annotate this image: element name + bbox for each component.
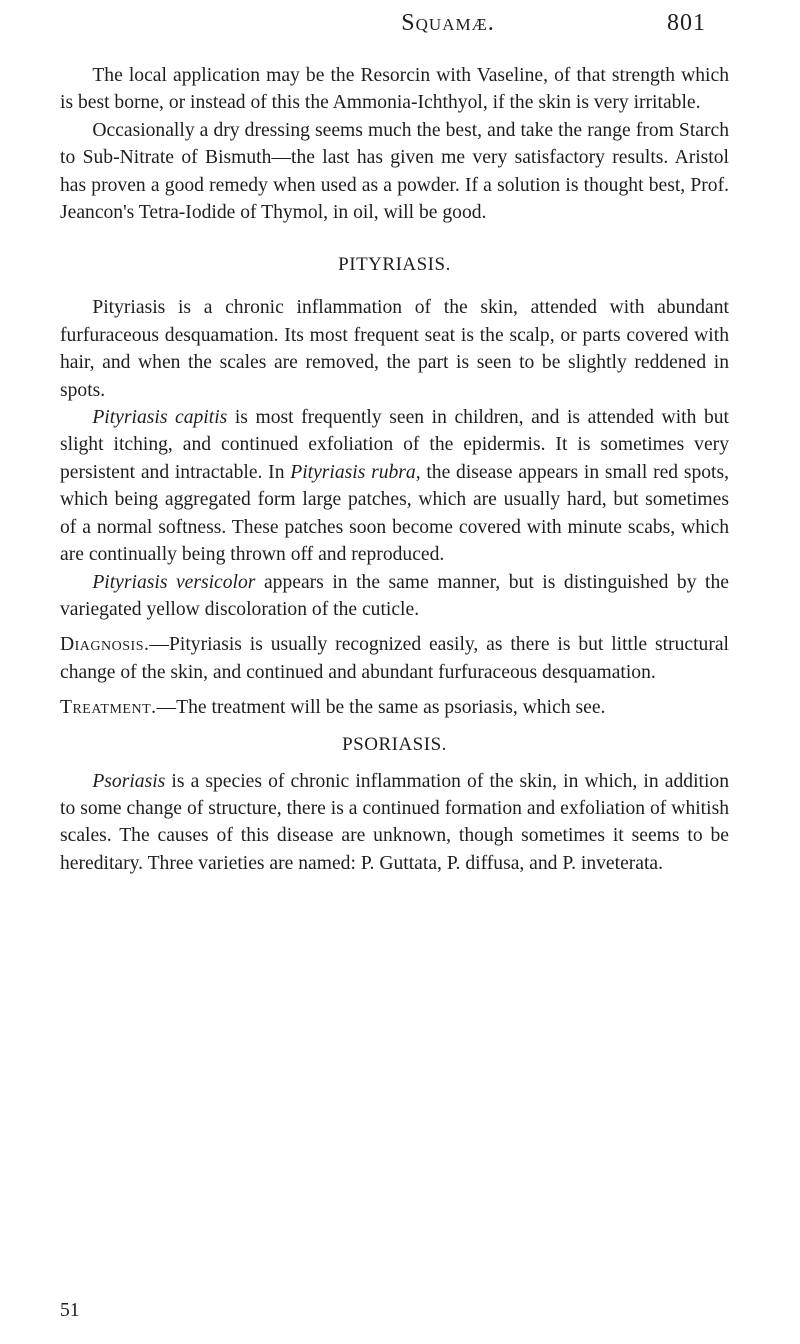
- psoriasis-text: is a species of chronic inflammation of the skin, in which, in addition to some change of structure, there is a continued formation and exfoliation of whitish scales. The causes of this disease are unknown, though sometimes it seems to be hereditary. Three varieties are named: P. Guttata, P. diffusa, and P. inveterata.: [60, 770, 729, 874]
- pityriasis-versicolor-term: Pityriasis versicolor: [92, 571, 256, 593]
- page-body: [60, 62, 729, 877]
- pityriasis-varieties-paragraph: [60, 404, 729, 568]
- running-title: Squamæ.: [401, 10, 495, 36]
- intro-paragraph-2: Occasionally a dry dressing seems much the best, and take the range from Starch to Sub-Nitrate of Bismuth—the last has given me very satisfactory results. Aristol has proven a good remedy when used as a powder. If a solution is thought best, Prof. Jeancon's Tetra-Iodide of Thymol, in oil, will be good.: [60, 119, 729, 224]
- diagnosis-text: —Pityriasis is usually recognized easily, as there is but little structural change of the skin, and continued and abundant furfuraceous desquamation.: [60, 634, 729, 683]
- intro-paragraph-1: The local application may be the Resorcin with Vaseline, of that strength which is best borne, or instead of this the Ammonia-Ichthyol, if the skin is very irritable.: [60, 65, 729, 114]
- treatment-paragraph: [60, 694, 729, 721]
- pityriasis-rubra-text: , the disease appears in small red spots, which being aggregated form large patches, which are usually hard, but sometimes of a normal softness. These patches soon become covered with minute scabs, which are continually being thrown off and reproduced.: [60, 461, 730, 566]
- pityriasis-definition: Pityriasis is a chronic inflammation of the skin, attended with abundant furfuraceous desquamation. Its most frequent seat is the scalp, or parts covered with hair, and when the scales are removed, the part is seen to be slightly reddened in spots.: [60, 297, 729, 401]
- diagnosis-label: Diagnosis.: [60, 634, 150, 656]
- treatment-label: Treatment.: [60, 697, 157, 719]
- pityriasis-versicolor-text: appears in the same manner, but is distinguished by the variegated yellow discoloration of the cuticle.: [60, 571, 729, 620]
- treatment-text: —The treatment will be the same as psoriasis, which see.: [156, 697, 606, 719]
- psoriasis-heading: PSORIASIS.: [342, 733, 447, 755]
- running-header: [0, 10, 800, 46]
- psoriasis-term: Psoriasis: [92, 770, 166, 792]
- signature-mark: 51: [60, 1300, 80, 1321]
- page-number: 801: [667, 10, 706, 36]
- pityriasis-capitis-text: is most frequently seen in children, and is attended with but slight itching, and continued exfoliation of the epidermis. It is sometimes very persistent and intractable.: [60, 407, 729, 483]
- pityriasis-versicolor-paragraph: [60, 569, 729, 624]
- pityriasis-rubra-lead: In: [262, 461, 291, 483]
- diagnosis-paragraph: [60, 631, 729, 686]
- pityriasis-capitis-term: Pityriasis capitis: [92, 407, 228, 429]
- psoriasis-paragraph: [60, 768, 729, 878]
- pityriasis-heading: PITYRIASIS.: [338, 254, 451, 276]
- pityriasis-rubra-term: Pityriasis rubra: [290, 461, 416, 483]
